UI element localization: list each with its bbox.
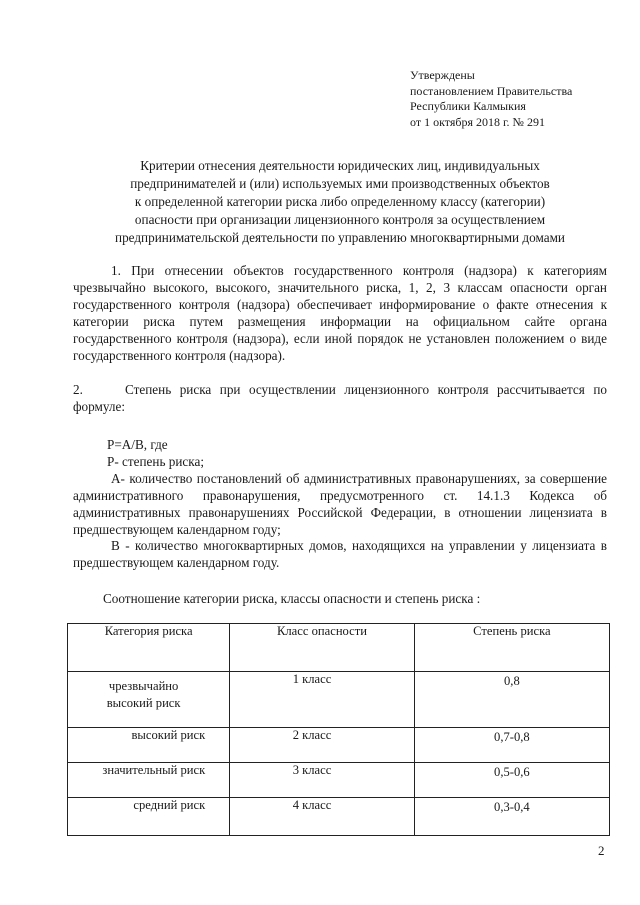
cell-category bbox=[68, 672, 230, 728]
cell-class: 1 класс bbox=[230, 672, 414, 728]
paragraph-1: 1. При отнесении объектов государственного контроля (надзора) к категориям чрезвычайно высокого, высокого, значительного риска, 1, 2, 3 классам опасности орган государственного контроля (надзора) обеспечивает информирование о факте отнесения к категории риска путем размещения информации на официальном сайте органа государственного контроля (надзора), если иной порядок не установлен положением о виде государственного контроля (надзора). bbox=[73, 263, 607, 363]
risk-table bbox=[67, 623, 610, 836]
category-line: чрезвычайно bbox=[108, 679, 179, 693]
formula: Р=А/В, где bbox=[107, 437, 168, 452]
document-title bbox=[60, 157, 620, 247]
paragraph-2-text: Степень риска при осуществлении лицензионного контроля рассчитывается по формуле: bbox=[73, 382, 607, 414]
title-line: Критерии отнесения деятельности юридических лиц, индивидуальных bbox=[140, 158, 540, 173]
cell-degree: 0,8 bbox=[414, 672, 609, 728]
definition-b: В - количество многоквартирных домов, находящихся на управлении у лицензиата в предшествующем календарном году. bbox=[73, 538, 607, 570]
header-degree: Степень риска bbox=[414, 624, 609, 672]
table-header-row bbox=[68, 624, 610, 672]
approval-line: постановлением Правительства bbox=[410, 83, 573, 98]
table-row bbox=[68, 672, 610, 728]
cell-category: средний риск bbox=[68, 798, 230, 836]
title-line: предпринимательской деятельности по управлению многоквартирными домами bbox=[115, 230, 565, 245]
approval-line: Утверждены bbox=[410, 68, 475, 82]
header-category: Категория риска bbox=[68, 624, 230, 672]
cell-degree: 0,5-0,6 bbox=[414, 763, 609, 798]
formula-block bbox=[107, 436, 204, 470]
definition-p: Р- степень риска; bbox=[107, 454, 205, 469]
cell-degree: 0,7-0,8 bbox=[414, 728, 609, 763]
paragraph-2 bbox=[73, 381, 607, 415]
cell-class: 4 класс bbox=[230, 798, 414, 836]
cell-category: высокий риск bbox=[68, 728, 230, 763]
approval-stamp bbox=[410, 68, 572, 130]
cell-category: значительный риск bbox=[68, 763, 230, 798]
header-class: Класс опасности bbox=[230, 624, 414, 672]
cell-degree: 0,3-0,4 bbox=[414, 798, 609, 836]
definition-a: А- количество постановлений об административных правонарушениях, за совершение административного правонарушения, предусмотренного ст. 14.1.3 Кодекса об административных правонарушениях Российской Федерации, в отношении лицензиата в предшествующем календарном году; bbox=[73, 471, 607, 537]
table-caption: Соотношение категории риска, классы опасности и степень риска : bbox=[103, 591, 481, 606]
title-line: к определенной категории риска либо определенному классу (категории) bbox=[134, 194, 546, 209]
title-line: опасности при организации лицензионного контроля за осуществлением bbox=[134, 212, 546, 227]
approval-line: от 1 октября 2018 г. № 291 bbox=[410, 114, 546, 129]
title-line: предпринимателей и (или) используемых ими производственных объектов bbox=[130, 176, 550, 191]
table-row bbox=[68, 728, 610, 763]
table-row bbox=[68, 763, 610, 798]
paragraph-2-number: 2. bbox=[73, 382, 83, 397]
cell-class: 2 класс bbox=[230, 728, 414, 763]
approval-line: Республики Калмыкия bbox=[410, 99, 526, 113]
table-row bbox=[68, 798, 610, 836]
cell-class: 3 класс bbox=[230, 763, 414, 798]
page-number: 2 bbox=[598, 843, 605, 858]
category-line: высокий риск bbox=[106, 696, 181, 710]
